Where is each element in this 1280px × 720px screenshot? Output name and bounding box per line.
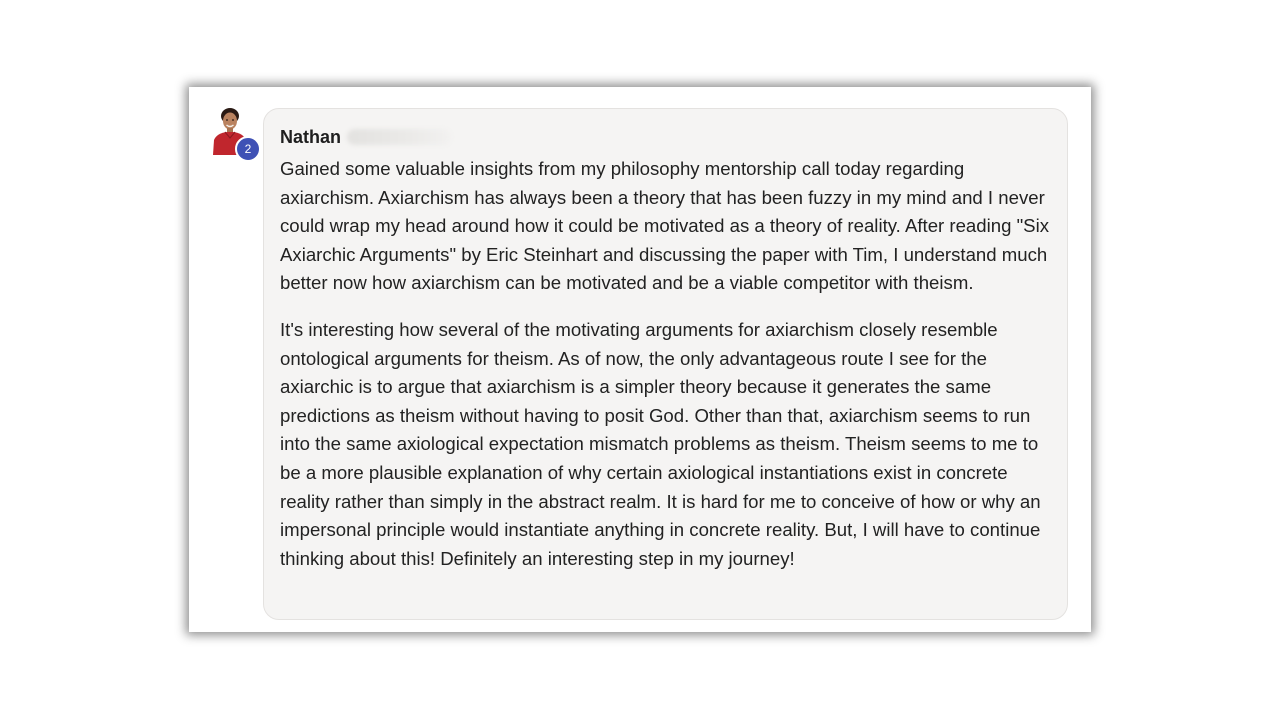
- comment-paragraph-2: It's interesting how several of the motivating arguments for axiarchism closely resemble ontological arguments for theism. As of now, the only advantageous route I see for the axiarchic is to argue that axiarchism is a simpler theory because it generates the same predictions as theism without having to posit God. Other than that, axiarchism seems to run into the same axiological expectation mismatch problems as theism. Theism seems to me to be a more plausible explanation of why certain axiological instantiations exist in concrete reality rather than simply in the abstract realm. It is hard for me to conceive of how or why an impersonal principle would instantiate anything in concrete reality. But, I will have to continue thinking about this! Definitely an interesting step in my journey!: [280, 318, 1041, 569]
- author-row: [280, 125, 1053, 149]
- notification-badge: 2: [235, 136, 261, 162]
- comment-body: [280, 155, 1053, 573]
- comment-bubble: [263, 108, 1068, 620]
- author-name[interactable]: Nathan: [280, 126, 342, 147]
- comment-paragraph-1: Gained some valuable insights from my philosophy mentorship call today regarding axiarchism. Axiarchism has always been a theory that has been fuzzy in my mind and I never could wrap my head around how it could be motivated as a theory of reality. After reading "Six Axiarchic Arguments" by Eric Steinhart and discussing the paper with Tim, I understand much better now how axiarchism can be motivated and be a viable competitor with theism.: [280, 158, 1050, 294]
- post-card: [189, 87, 1091, 632]
- blurred-surname: [347, 129, 451, 145]
